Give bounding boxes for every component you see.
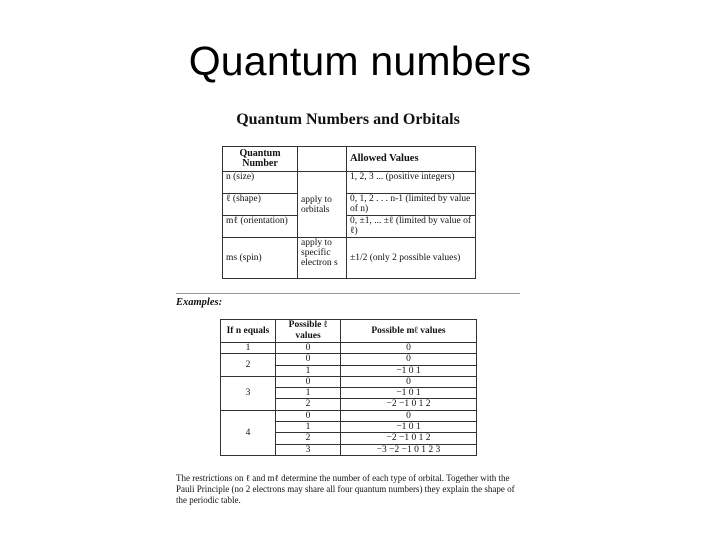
- n-cell: 4: [221, 410, 276, 455]
- slide-title: Quantum numbers: [188, 38, 532, 84]
- header-ml: Possible mℓ values: [341, 320, 477, 343]
- quantum-numbers-table: [222, 146, 476, 279]
- allowed-cell: ±1/2 (only 2 possible values): [347, 238, 476, 279]
- examples-table: [220, 319, 477, 456]
- allowed-cell: 0, 1, 2 . . . n-1 (limited by value of n): [347, 194, 476, 216]
- examples-label: Examples:: [176, 297, 223, 308]
- ml-cell: −2 −1 0 1 2: [341, 433, 477, 444]
- document-image: [176, 108, 520, 514]
- footer-note: The restrictions on ℓ and mℓ determine the number of each type of orbital. Together with the Pauli Principle (no 2 electrons may share all four quantum numbers) they explain the shape of the periodic table.: [176, 473, 515, 505]
- header-quantum-number: Quantum Number: [223, 147, 298, 172]
- l-cell: 1: [276, 388, 341, 399]
- qn-cell: mℓ (orientation): [223, 216, 298, 238]
- l-cell: 1: [276, 422, 341, 433]
- ml-cell: −1 0 1: [341, 422, 477, 433]
- l-cell: 0: [276, 376, 341, 387]
- header-blank: [298, 147, 347, 172]
- n-cell: 3: [221, 376, 276, 410]
- qn-cell: ℓ (shape): [223, 194, 298, 216]
- header-l: Possible ℓ values: [276, 320, 341, 343]
- header-n: If n equals: [221, 320, 276, 343]
- qn-cell: ms (spin): [223, 238, 298, 279]
- allowed-cell: 0, ±1, ... ±ℓ (limited by value of ℓ): [347, 216, 476, 238]
- l-cell: 2: [276, 399, 341, 410]
- allowed-cell: 1, 2, 3 ... (positive integers): [347, 172, 476, 194]
- l-cell: 0: [276, 343, 341, 354]
- l-cell: 3: [276, 444, 341, 455]
- doc-title: Quantum Numbers and Orbitals: [236, 111, 460, 128]
- ml-cell: 0: [341, 343, 477, 354]
- header-allowed-values: Allowed Values: [347, 147, 476, 172]
- ml-cell: 0: [341, 354, 477, 365]
- l-cell: 0: [276, 354, 341, 365]
- n-cell: 2: [221, 354, 276, 377]
- apply-electron-cell: apply to specific electron s: [298, 238, 347, 279]
- ml-cell: −1 0 1: [341, 388, 477, 399]
- ml-cell: 0: [341, 376, 477, 387]
- qn-cell: n (size): [223, 172, 298, 194]
- ml-cell: 0: [341, 410, 477, 421]
- n-cell: 1: [221, 343, 276, 354]
- ml-cell: −1 0 1: [341, 365, 477, 376]
- l-cell: 0: [276, 410, 341, 421]
- apply-orbitals-cell: apply to orbitals: [298, 172, 347, 238]
- section-divider: [176, 293, 520, 294]
- ml-cell: −3 −2 −1 0 1 2 3: [341, 444, 477, 455]
- l-cell: 2: [276, 433, 341, 444]
- ml-cell: −2 −1 0 1 2: [341, 399, 477, 410]
- l-cell: 1: [276, 365, 341, 376]
